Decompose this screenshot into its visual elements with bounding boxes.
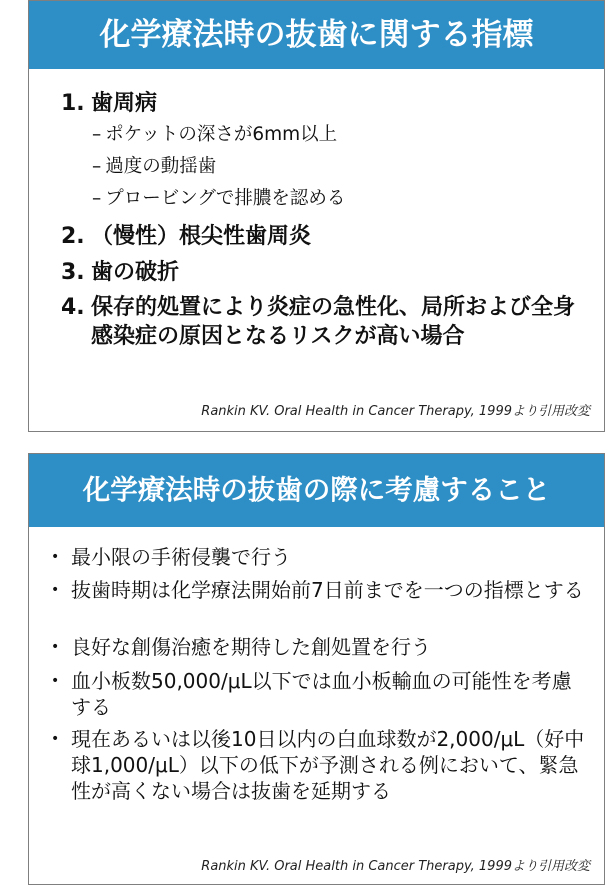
bullet-dot: •	[51, 582, 60, 598]
dash-marker: –	[92, 156, 102, 177]
bullet-item-5	[51, 726, 590, 804]
bullet-item-4	[51, 668, 590, 720]
item-text: 保存的処置により炎症の急性化、局所および全身感染症の原因となるリスクが高い場合	[91, 295, 576, 349]
bullet-text: 抜歯時期は化学療法開始前7日前までを一つの指標とする	[71, 578, 584, 602]
bullet-dot: •	[51, 639, 60, 655]
dash-marker: –	[92, 124, 102, 145]
citation: Rankin KV. Oral Health in Cancer Therapy, 1999より引用改変	[201, 404, 590, 419]
item-number: 1.	[61, 91, 85, 116]
bullet-text: 血小板数50,000/μL以下では血小板輸血の可能性を考慮する	[71, 669, 572, 719]
bullet-dot: •	[51, 673, 60, 689]
indicator-item-1	[61, 90, 588, 118]
item-number: 2.	[61, 224, 85, 249]
sub-item-text: ポケットの深さが6mm以上	[105, 124, 338, 145]
slide-extraction-indicators	[28, 0, 605, 432]
indicator-item-2	[61, 223, 588, 251]
indicator-item-3	[61, 259, 588, 287]
bullet-item-3	[51, 634, 590, 660]
bullet-text: 最小限の手術侵襲で行う	[71, 545, 291, 569]
indicator-item-4	[61, 293, 588, 351]
bullet-text: 良好な創傷治癒を期待した創処置を行う	[71, 635, 431, 659]
sub-item-text: 過度の動揺歯	[105, 156, 217, 177]
slide-title: 化学療法時の抜歯に関する指標	[29, 1, 604, 69]
sub-item-text: プロービングで排膿を認める	[105, 188, 346, 209]
item-text: （慢性）根尖性歯周炎	[91, 224, 312, 249]
bullet-item-1	[51, 544, 590, 570]
bullet-item-2	[51, 577, 590, 603]
item-number: 4.	[61, 295, 85, 320]
dash-marker: –	[92, 188, 102, 209]
bullet-dot: •	[51, 549, 60, 565]
bullet-text: 現在あるいは以後10日以内の白血球数が2,000/μL（好中球1,000/μL）以下の低下が予測される例において、緊急性が高くない場合は抜歯を延期する	[71, 727, 585, 803]
item-text: 歯周病	[91, 91, 158, 116]
item-text: 歯の破折	[91, 260, 180, 285]
sub-item-probing-pus	[92, 187, 345, 211]
sub-item-mobility	[92, 155, 216, 179]
citation: Rankin KV. Oral Health in Cancer Therapy, 1999より引用改変	[201, 859, 590, 874]
slide-extraction-considerations	[28, 453, 605, 885]
item-number: 3.	[61, 260, 85, 285]
bullet-dot: •	[51, 731, 60, 747]
sub-item-pocket-depth	[92, 123, 337, 147]
slide-title: 化学療法時の抜歯の際に考慮すること	[29, 454, 604, 527]
